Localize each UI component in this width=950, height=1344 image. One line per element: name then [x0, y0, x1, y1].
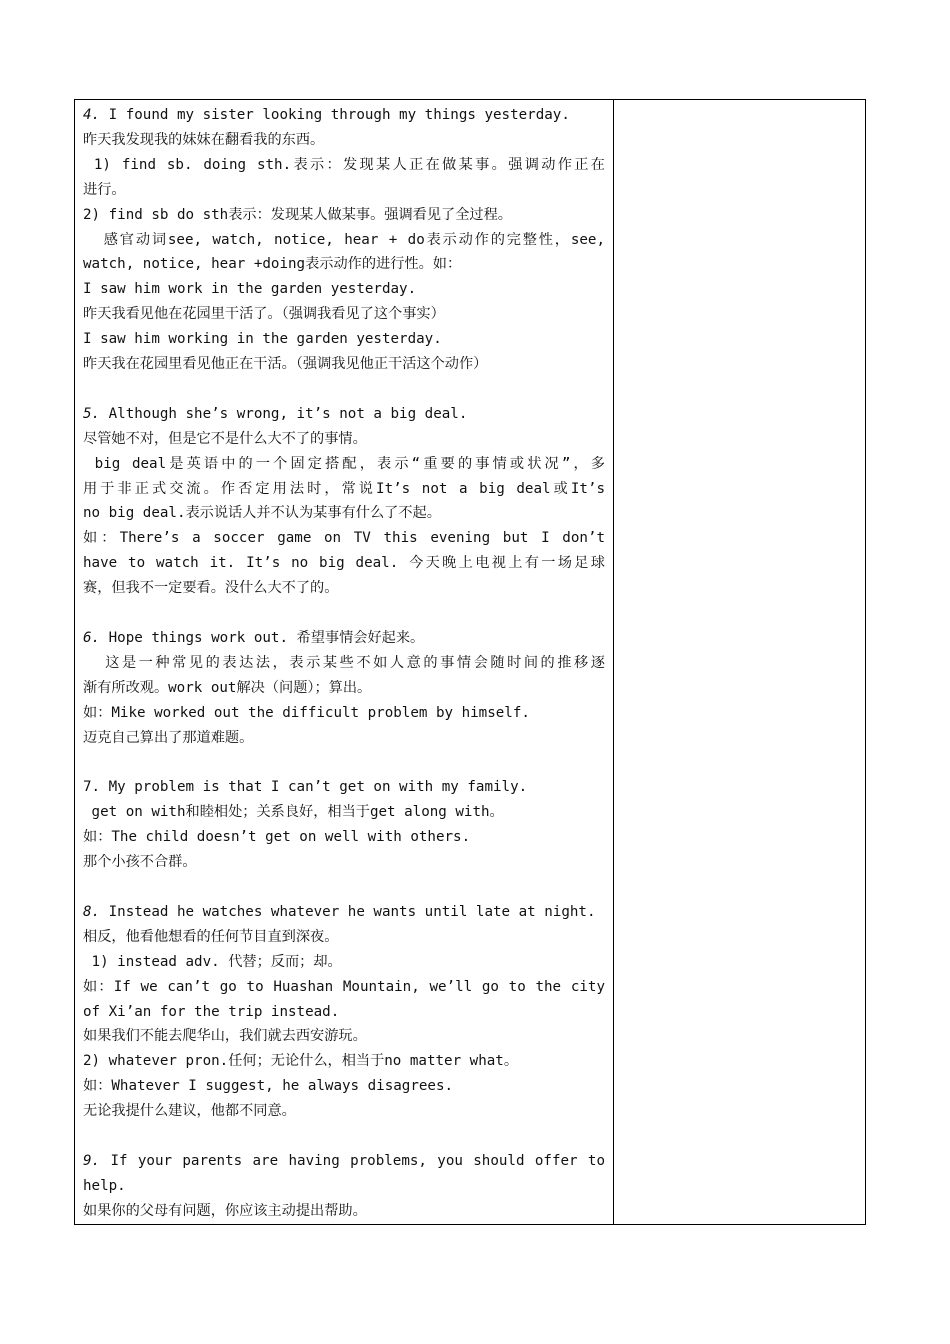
section-gap — [83, 1124, 605, 1149]
text-line — [83, 950, 605, 975]
section-heading — [83, 775, 605, 800]
item-number: 6. — [83, 630, 101, 646]
line-text: 昨天我发现我的妹妹在翻看我的东西。 — [83, 131, 325, 148]
section-heading — [83, 1149, 605, 1174]
text-line — [83, 825, 605, 850]
line-text: 2) whatever pron.任何；无论什么，相当于no matter what。 — [83, 1053, 519, 1070]
line-text: 7. My problem is that I can’t get on with my family. — [83, 779, 528, 796]
item-number: 9. — [83, 1152, 101, 1169]
text-line — [83, 726, 605, 751]
text-line — [83, 526, 605, 551]
blank-column — [614, 100, 866, 1225]
item-number: 8. — [83, 903, 101, 920]
line-text: get on with和睦相处；关系良好，相当于get along with。 — [83, 804, 504, 821]
line-text: I found my sister looking through my things yesterday. — [100, 107, 570, 123]
line-text: 感官动词see, watch, notice, hear + do表示动作的完整性，see, — [83, 231, 605, 248]
text-line — [83, 1099, 605, 1124]
text-line — [83, 203, 605, 228]
text-line — [83, 153, 605, 178]
text-line — [83, 302, 605, 327]
line-text: 昨天我看见他在花园里干活了。（强调我看见了这个事实） — [83, 306, 445, 323]
text-line — [83, 1199, 605, 1224]
line-text: 如：Mike worked out the difficult problem by himself. — [83, 704, 530, 721]
line-text: watch, notice, hear +doing表示动作的进行性。如： — [83, 256, 462, 273]
line-text: 1) find sb. doing sth.表示：发现某人正在做某事。强调动作正在 — [83, 156, 605, 173]
text-line — [83, 252, 605, 277]
notes-table — [74, 99, 866, 1225]
line-text: no big deal.表示说话人并不认为某事有什么了不起。 — [83, 505, 441, 522]
section-gap — [83, 377, 605, 402]
line-text: 如：There’s a soccer game on TV this evening but I don’t — [83, 530, 605, 547]
line-text: 进行。 — [83, 181, 126, 198]
line-text: 1) instead adv. 代替；反而；却。 — [83, 953, 342, 970]
line-text: 那个小孩不合群。 — [83, 854, 197, 871]
line-text: 如：If we can’t go to Huashan Mountain, we’ll go to the city — [83, 978, 605, 995]
section-heading — [83, 402, 605, 427]
section-heading — [83, 626, 605, 651]
notes-content — [75, 100, 613, 1224]
line-text: 如果你的父母有问题，你应该主动提出帮助。 — [83, 1202, 367, 1219]
text-line — [83, 128, 605, 153]
line-text: 迈克自己算出了那道难题。 — [83, 729, 254, 746]
text-line — [83, 327, 605, 352]
section-gap — [83, 601, 605, 626]
line-text: If your parents are having problems, you should offer to — [100, 1152, 605, 1169]
line-text: 赛，但我不一定要看。没什么大不了的。 — [83, 580, 339, 597]
line-text: I saw him work in the garden yesterday. — [83, 281, 417, 298]
line-text: 无论我提什么建议，他都不同意。 — [83, 1103, 296, 1120]
line-text: big deal是英语中的一个固定搭配，表示“重要的事情或状况”，多 — [83, 455, 605, 472]
text-line — [83, 1174, 605, 1199]
text-line — [83, 352, 605, 377]
text-line — [83, 1000, 605, 1025]
text-line — [83, 551, 605, 576]
line-text: 这是一种常见的表达法，表示某些不如人意的事情会随时间的推移逐 — [83, 654, 605, 671]
text-line — [83, 1049, 605, 1074]
item-number: 4. — [83, 107, 101, 123]
line-text: 渐有所改观。work out解决（问题）；算出。 — [83, 679, 372, 696]
text-line — [83, 1024, 605, 1049]
section-heading — [83, 103, 605, 128]
line-text: 用于非正式交流。作否定用法时，常说It’s not a big deal或It’s — [83, 480, 605, 497]
text-line — [83, 975, 605, 1000]
text-line — [83, 651, 605, 676]
text-line — [83, 277, 605, 302]
section-gap — [83, 751, 605, 776]
line-text: 如果我们不能去爬华山，我们就去西安游玩。 — [83, 1028, 367, 1045]
text-line — [83, 701, 605, 726]
text-line — [83, 800, 605, 825]
line-text: 如：The child doesn’t get on well with others. — [83, 829, 471, 846]
notes-column — [75, 100, 614, 1225]
text-line — [83, 477, 605, 502]
item-number: 5. — [83, 405, 101, 422]
text-line — [83, 427, 605, 452]
text-line — [83, 576, 605, 601]
text-line — [83, 228, 605, 253]
line-text: of Xi’an for the trip instead. — [83, 1003, 340, 1020]
section-heading — [83, 900, 605, 925]
text-line — [83, 178, 605, 203]
text-line — [83, 1074, 605, 1099]
line-text: Hope things work out. 希望事情会好起来。 — [100, 630, 425, 646]
line-text: Although she’s wrong, it’s not a big deal. — [100, 405, 468, 422]
line-text: 如：Whatever I suggest, he always disagrees. — [83, 1078, 454, 1095]
text-line — [83, 676, 605, 701]
text-line — [83, 850, 605, 875]
line-text: 2) find sb do sth表示：发现某人做某事。强调看见了全过程。 — [83, 206, 512, 223]
section-gap — [83, 875, 605, 900]
line-text: 尽管她不对，但是它不是什么大不了的事情。 — [83, 430, 367, 447]
line-text: 昨天我在花园里看见他正在干活。（强调我见他正干活这个动作） — [83, 356, 488, 373]
text-line — [83, 501, 605, 526]
line-text: have to watch it. It’s no big deal. 今天晚上电视上有一场足球 — [83, 555, 605, 572]
line-text: I saw him working in the garden yesterday. — [83, 331, 442, 348]
text-line — [83, 452, 605, 477]
line-text: 相反，他看他想看的任何节目直到深夜。 — [83, 928, 339, 945]
text-line — [83, 925, 605, 950]
line-text: help. — [83, 1177, 126, 1194]
line-text: Instead he watches whatever he wants until late at night. — [100, 903, 596, 920]
